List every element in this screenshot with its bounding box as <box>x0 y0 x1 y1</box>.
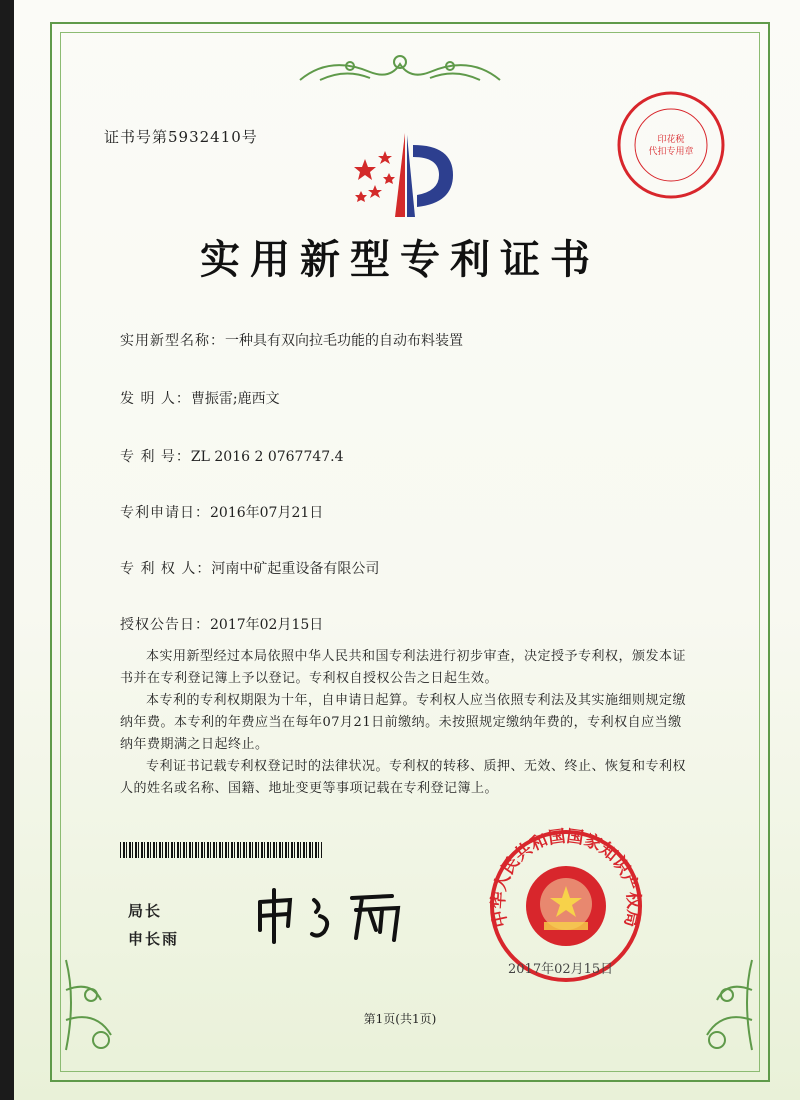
utility-model-name-value: 一种具有双向拉毛功能的自动布料装置 <box>225 333 463 349</box>
utility-model-name-row <box>120 330 463 350</box>
inventor-row <box>120 388 280 408</box>
top-ornament <box>290 50 510 90</box>
patent-number-label: 专 利 号： <box>120 449 191 465</box>
certificate-title: 实用新型专利证书 <box>200 236 600 283</box>
grant-date-label: 授权公告日： <box>120 617 210 633</box>
handwritten-signature <box>252 880 422 950</box>
filing-date-label: 专利申请日： <box>120 505 210 521</box>
director-title: 局长 <box>128 902 163 920</box>
seal-date: 2017年02月15日 <box>508 962 614 977</box>
seal-text: 中华人民共和国国家知识产权局 <box>488 826 644 930</box>
page-number: 第1页(共1页) <box>363 1012 437 1026</box>
patentee-value: 河南中矿起重设备有限公司 <box>211 561 380 577</box>
certificate-body <box>120 646 690 800</box>
svg-text:印花税: 印花税 <box>657 135 685 145</box>
tax-stamp <box>614 88 728 202</box>
certificate-number: 证书号第5932410号 <box>104 128 258 146</box>
patent-number-row <box>120 446 344 466</box>
patentee-label: 专 利 权 人： <box>120 561 212 577</box>
inventor-label: 发 明 人： <box>120 391 191 407</box>
filing-date-value: 2016年07月21日 <box>210 505 324 521</box>
body-paragraph-3: 专利证书记载专利权登记时的法律状况。专利权的转移、质押、无效、终止、恢复和专利权人的姓名或名称、国籍、地址变更等事项记载在专利登记簿上。 <box>120 759 687 796</box>
filing-date-row <box>120 502 323 522</box>
inventor-value: 曹振雷;鹿西文 <box>190 391 280 407</box>
svg-text:代扣专用章: 代扣专用章 <box>648 147 694 157</box>
grant-date-value: 2017年02月15日 <box>210 617 324 633</box>
patentee-row <box>120 558 379 578</box>
patent-number-value: ZL 2016 2 0767747.4 <box>190 449 344 465</box>
body-paragraph-1: 本实用新型经过本局依照中华人民共和国专利法进行初步审查，决定授予专利权，颁发本证书并在专利登记簿上予以登记。专利权自授权公告之日起生效。 <box>120 649 687 686</box>
barcode <box>120 842 322 858</box>
bottom-left-ornament <box>56 940 146 1060</box>
utility-model-name-label: 实用新型名称： <box>120 333 225 349</box>
scanner-edge <box>0 0 14 1100</box>
body-paragraph-2: 本专利的专利权期限为十年，自申请日起算。专利权人应当依照专利法及其实施细则规定缴纳年费。本专利的年费应当在每年07月21日前缴纳。未按照规定缴纳年费的，专利权自应当缴纳年费期满之日起终止。 <box>120 693 687 752</box>
grant-date-row <box>120 614 323 634</box>
director-name: 申长雨 <box>128 930 180 948</box>
patent-office-logo <box>345 125 465 225</box>
bottom-right-ornament <box>672 940 762 1060</box>
